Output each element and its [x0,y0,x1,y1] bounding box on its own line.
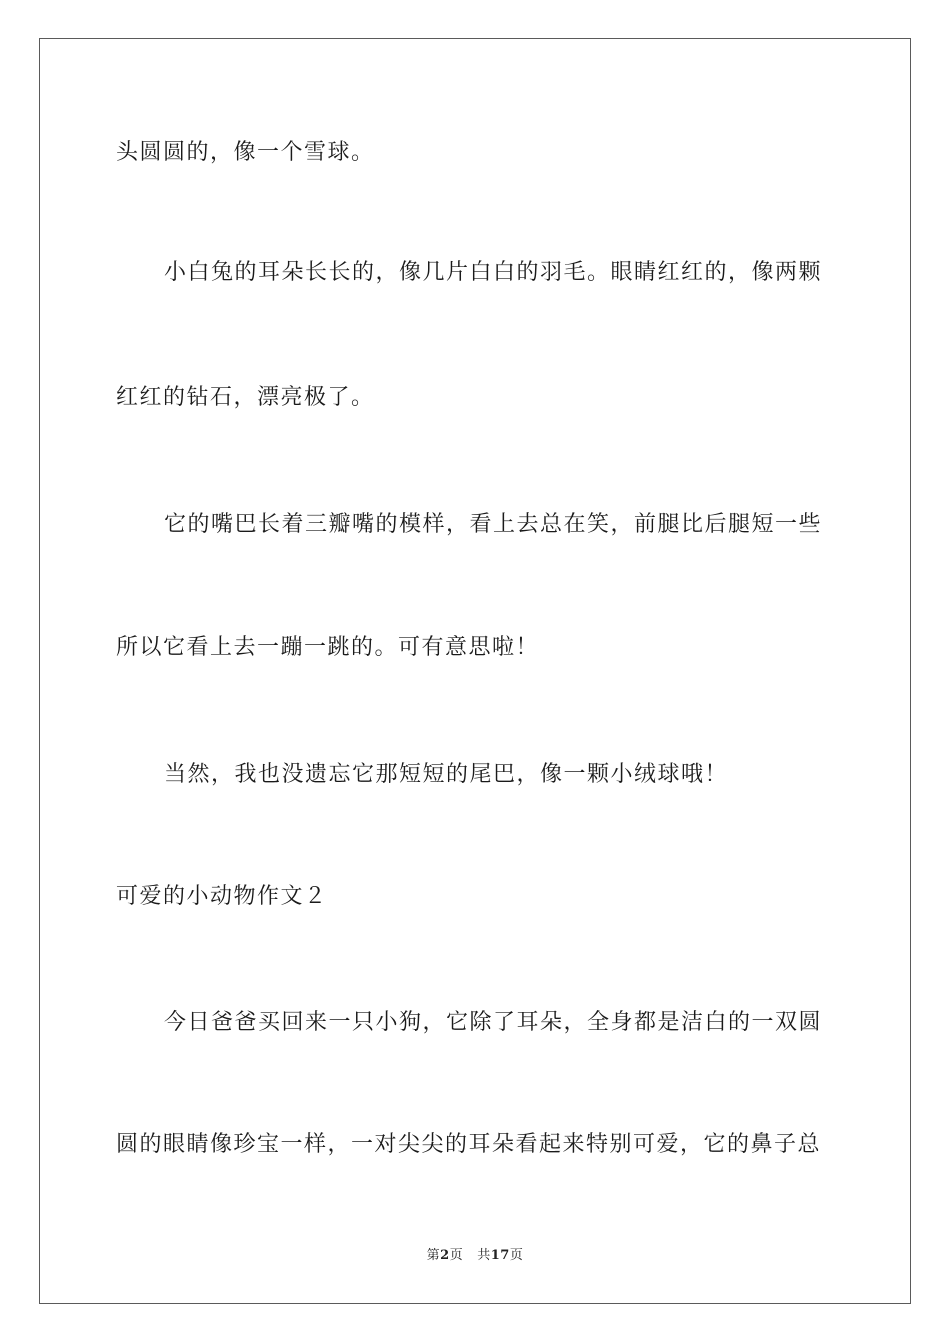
page-footer [0,1247,950,1265]
total-page-count: 17 [490,1248,510,1263]
text-line-2: 小白兔的耳朵长长的，像几片白白的羽毛。眼睛红红的，像两颗 [164,260,823,285]
text-line-8: 圆的眼睛像珍宝一样，一对尖尖的耳朵看起来特别可爱，它的鼻子总 [116,1132,822,1157]
page-prefix: 第 [426,1248,441,1263]
section-heading: 可爱的小动物作文２ [116,884,328,909]
page-suffix: 页 [449,1248,464,1263]
text-line-5: 所以它看上去一蹦一跳的。可有意思啦！ [116,635,540,660]
total-suffix: 页 [509,1248,524,1263]
page-border [39,38,911,1304]
current-page-number: 2 [440,1248,450,1263]
text-line-4: 它的嘴巴长着三瓣嘴的模样，看上去总在笑，前腿比后腿短一些 [164,512,823,537]
total-prefix: 共 [477,1248,491,1263]
text-line-7: 今日爸爸买回来一只小狗，它除了耳朵，全身都是洁白的一双圆 [164,1010,823,1035]
text-line-3: 红红的钻石，漂亮极了。 [116,385,375,410]
text-line-6: 当然，我也没遗忘它那短短的尾巴，像一颗小绒球哦！ [164,762,729,787]
text-line-1: 头圆圆的，像一个雪球。 [116,140,375,165]
